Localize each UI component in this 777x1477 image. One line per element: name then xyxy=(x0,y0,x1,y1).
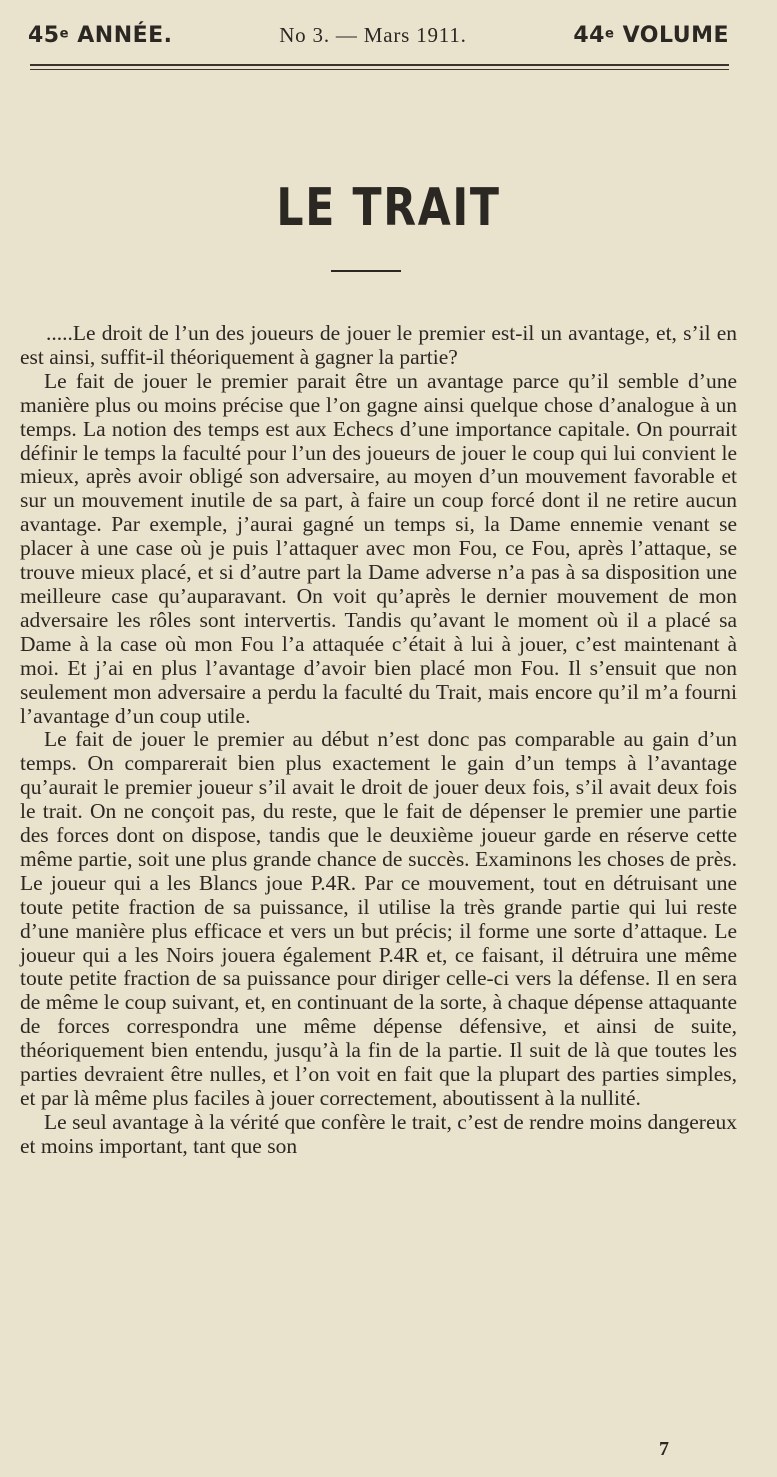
paragraph-3: Le fait de jouer le premier au début n’est donc pas comparable au gain d’un temps. On comparerait bien plus exactement le gain d’un temps à l’avantage qu’aurait le premier joueur s’il avait le droit de jouer deux fois, s’il avait deux fois le trait. On ne conçoit pas, du reste, que le fait de dépenser le premier une partie des forces dont on dispose, tandis que le deuxième joueur garde en réserve cette même partie, soit une plus grande chance de succès. Examinons les choses de près. Le joueur qui a les Blancs joue P.4R. Par ce mouvement, tout en détruisant une toute petite fraction de sa puissance, il utilise la très grande partie qui lui reste d’une manière plus efficace et vers un but précis; il forme une sorte d’attaque. Le joueur qui a les Noirs jouera également P.4R et, ce faisant, il détruira une même toute petite fraction de sa puissance pour diriger celle-ci vers la défense. Il en sera de même le coup suivant, et, en continuant de la sorte, à chaque dépense attaquante de forces correspondra une même dépense défensive, et ainsi de suite, théoriquement bien entendu, jusqu’à la fin de la partie. Il suit de là que toutes les parties devraient être nulles, et l’on voit en fait que la plupart des parties simples, et par là même plus faciles à jouer correctement, aboutissent à la nullité. xyxy=(20,727,737,1110)
page-number: 7 xyxy=(659,1438,669,1460)
paragraph-2: Le fait de jouer le premier parait être un avantage parce qu’il semble d’une manière plus ou moins précise que l’on gagne ainsi quelque chose d’analogue à un temps. La notion des temps est aux Echecs d’une importance capitale. On pourrait définir le temps la faculté pour l’un des joueurs de jouer le coup qui lui convient le mieux, après avoir obligé son adversaire, au moyen d’un mouvement favorable et sur un mouvement inutile de sa part, à faire un coup forcé dont il ne retire aucun avantage. Par exemple, j’aurai gagné un temps si, la Dame ennemie venant se placer à une case où je puis l’attaquer avec mon Fou, ce Fou, après l’attaque, se trouve mieux placé, et si d’autre part la Dame adverse n’a pas à sa disposition une meilleure case qu’auparavant. On voit qu’après le dernier mouvement de mon adversaire les rôles sont intervertis. Tandis qu’avant le moment où il a placé sa Dame à la case où mon Fou l’a attaquée c’était à lui à jouer, c’est maintenant à moi. Et j’ai en plus l’avantage d’avoir bien placé mon Fou. Il s’ensuit que non seulement mon adversaire a perdu la faculté du Trait, mais encore qu’il m’a fourni l’avantage d’un coup utile. xyxy=(20,368,737,728)
article-title: LE TRAIT xyxy=(276,178,501,238)
running-header xyxy=(28,18,729,52)
header-rule-thin xyxy=(30,69,729,70)
title-divider xyxy=(331,270,401,272)
paragraph-4: Le seul avantage à la vérité que confère le trait, c’est de rendre moins dangereux et moins important, tant que son xyxy=(20,1109,737,1158)
header-volume: 44e VOLUME xyxy=(573,22,729,48)
header-annee: 45e ANNÉE. xyxy=(28,22,173,48)
header-rule-thick xyxy=(30,64,729,66)
article-body xyxy=(20,322,737,1159)
paragraph-1: .....Le droit de l’un des joueurs de jouer le premier est-il un avantage, et, s’il en est ainsi, suffit-il théoriquement à gagner la partie? xyxy=(20,321,737,369)
header-issue: No 3. — Mars 1911. xyxy=(279,22,467,47)
